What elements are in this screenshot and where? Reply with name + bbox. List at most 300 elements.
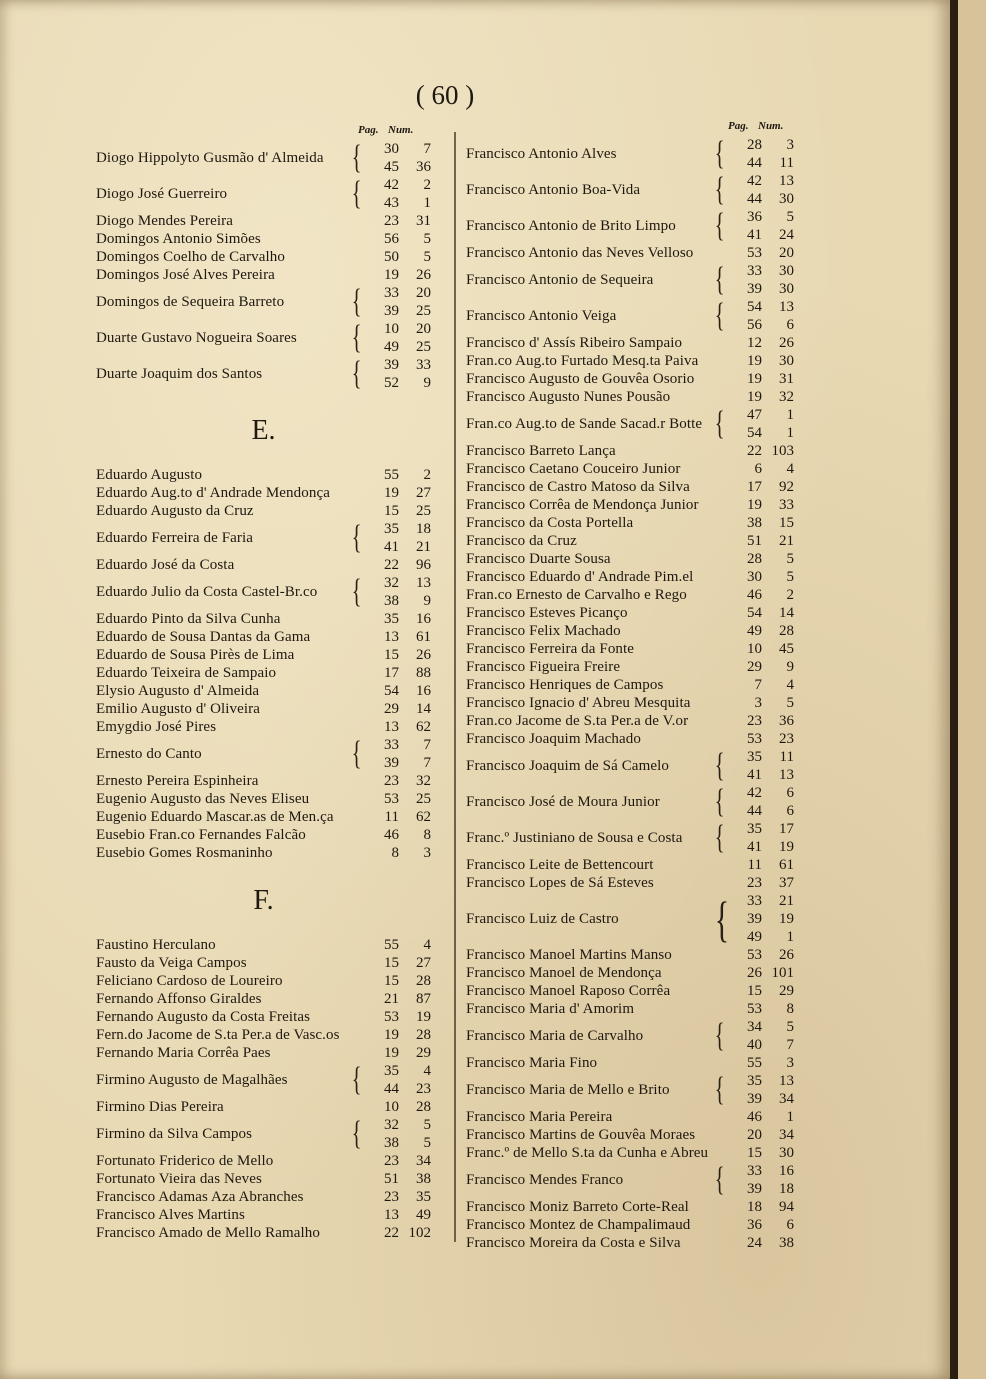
- number-ref: 5: [786, 209, 794, 225]
- entry-name: Eduardo Teixeira de Sampaio: [96, 665, 277, 681]
- index-entry: [466, 370, 794, 388]
- number-ref: 3: [423, 845, 431, 861]
- brace-glyph: {: [714, 1017, 725, 1054]
- index-entry: [466, 820, 794, 856]
- ref-line: [363, 374, 431, 392]
- number-ref: 24: [779, 227, 794, 243]
- ref-line: [726, 928, 794, 946]
- left-index-list: [96, 140, 431, 1242]
- number-ref: 62: [416, 719, 431, 735]
- entry-name: Francisco Antonio Veiga: [466, 308, 617, 324]
- index-entry: [466, 1198, 794, 1216]
- entry-refs: [363, 1206, 431, 1224]
- entry-name: Francisco Figueira Freire: [466, 659, 621, 675]
- number-ref: 36: [416, 159, 431, 175]
- brace-glyph: {: [351, 573, 362, 610]
- entry-name: Francisco Maria Pereira: [466, 1109, 613, 1125]
- entry-refs: [363, 990, 431, 1008]
- ref-line: [363, 266, 431, 284]
- page-ref: 19: [384, 485, 399, 501]
- index-entry: [96, 1188, 431, 1206]
- page-ref: 38: [384, 1135, 399, 1151]
- number-ref: 13: [416, 575, 431, 591]
- entry-refs: [363, 1062, 431, 1098]
- index-entry: [466, 586, 794, 604]
- entry-name: Eduardo de Sousa Dantas da Gama: [96, 629, 311, 645]
- page-ref: 34: [747, 1019, 762, 1035]
- number-ref: 88: [416, 665, 431, 681]
- number-ref: 7: [786, 1037, 794, 1053]
- ref-line: [726, 1072, 794, 1090]
- left-column: [96, 124, 431, 1242]
- page-ref: 39: [747, 281, 762, 297]
- ref-line: [726, 856, 794, 874]
- brace-glyph: {: [714, 747, 725, 784]
- number-ref: 61: [779, 857, 794, 873]
- number-ref: 96: [416, 557, 431, 573]
- page-ref: 46: [384, 827, 399, 843]
- ref-line: [726, 766, 794, 784]
- index-entry: [96, 808, 431, 826]
- ref-line: [726, 478, 794, 496]
- number-ref: 1: [786, 1109, 794, 1125]
- page-ref: 54: [747, 605, 762, 621]
- entry-name: Francisco Alves Martins: [96, 1207, 245, 1223]
- entry-refs: [726, 262, 794, 298]
- ref-line: [726, 316, 794, 334]
- ref-line: [363, 972, 431, 990]
- entry-name: Emygdio José Pires: [96, 719, 217, 735]
- index-entry: [96, 212, 431, 230]
- page-ref: 8: [391, 845, 399, 861]
- entry-name: Francisco Antonio das Neves Velloso: [466, 245, 694, 261]
- entry-name: Francisco Ignacio d' Abreu Mesquita: [466, 695, 691, 711]
- adjacent-page-edge: [958, 0, 986, 1379]
- entry-refs: [363, 266, 431, 284]
- number-ref: 26: [779, 947, 794, 963]
- entry-name: Domingos José Alves Pereira: [96, 267, 275, 283]
- entry-refs: [726, 586, 794, 604]
- page-ref: 15: [747, 1145, 762, 1161]
- brace-glyph: {: [351, 735, 362, 772]
- page-ref: 10: [384, 1099, 399, 1115]
- page-ref: 53: [384, 791, 399, 807]
- ref-line: [363, 718, 431, 736]
- index-entry: [466, 1108, 794, 1126]
- index-entry: [96, 466, 431, 484]
- page-ref: 26: [747, 965, 762, 981]
- ref-line: [363, 356, 431, 374]
- entry-name: Fernando Maria Corrêa Paes: [96, 1045, 271, 1061]
- entry-refs: [726, 892, 794, 946]
- ref-line: [726, 568, 794, 586]
- page-ref: 30: [747, 569, 762, 585]
- entry-refs: [726, 370, 794, 388]
- entry-name: Emilio Augusto d' Oliveira: [96, 701, 261, 717]
- ref-line: [363, 466, 431, 484]
- ref-line: [363, 1062, 431, 1080]
- ref-line: [363, 302, 431, 320]
- page-ref: 15: [384, 647, 399, 663]
- index-entry: [466, 1018, 794, 1054]
- page-ref: 43: [384, 195, 399, 211]
- index-entry: [466, 334, 794, 352]
- ref-line: [726, 1216, 794, 1234]
- ref-line: [363, 484, 431, 502]
- entry-refs: [726, 874, 794, 892]
- number-ref: 13: [779, 173, 794, 189]
- entry-name: Francisco Felix Machado: [466, 623, 621, 639]
- ref-line: [363, 1116, 431, 1134]
- page-ref: 56: [384, 231, 399, 247]
- entry-refs: [363, 628, 431, 646]
- index-entry: [466, 568, 794, 586]
- entry-refs: [726, 442, 794, 460]
- number-ref: 62: [416, 809, 431, 825]
- ref-line: [726, 190, 794, 208]
- entry-name: Franc.º Justiniano de Sousa e Costa: [466, 830, 683, 846]
- ref-line: [363, 808, 431, 826]
- entry-name: Francisco Manoel Martins Manso: [466, 947, 672, 963]
- number-ref: 5: [423, 1117, 431, 1133]
- entry-refs: [363, 1044, 431, 1062]
- ref-line: [363, 646, 431, 664]
- book-gutter: [950, 0, 958, 1379]
- number-ref: 29: [779, 983, 794, 999]
- ref-line: [363, 772, 431, 790]
- entry-refs: [726, 208, 794, 244]
- entry-refs: [363, 176, 431, 212]
- ref-line: [726, 388, 794, 406]
- page-ref: 19: [747, 389, 762, 405]
- index-entry: [466, 676, 794, 694]
- page-ref: 19: [384, 267, 399, 283]
- ref-line: [726, 154, 794, 172]
- page-ref: 39: [384, 357, 399, 373]
- brace-glyph: {: [351, 519, 362, 556]
- index-entry: [96, 628, 431, 646]
- index-entry: [96, 140, 431, 176]
- number-ref: 19: [779, 839, 794, 855]
- brace-glyph: {: [714, 261, 725, 298]
- page-ref: 36: [747, 1217, 762, 1233]
- index-entry: [96, 990, 431, 1008]
- entry-refs: [726, 1018, 794, 1054]
- number-ref: 23: [416, 1081, 431, 1097]
- ref-line: [363, 736, 431, 754]
- number-ref: 27: [416, 955, 431, 971]
- index-entry: [466, 712, 794, 730]
- ref-line: [363, 176, 431, 194]
- entry-name: Fernando Affonso Giraldes: [96, 991, 262, 1007]
- entry-name: Francisco Maria Fino: [466, 1055, 598, 1071]
- page-ref: 46: [747, 1109, 762, 1125]
- index-entry: [96, 556, 431, 574]
- ref-line: [726, 1054, 794, 1072]
- page-ref: 23: [384, 773, 399, 789]
- ref-line: [363, 610, 431, 628]
- entry-name: Francisco Maria d' Amorim: [466, 1001, 635, 1017]
- entry-refs: [363, 520, 431, 556]
- ref-line: [363, 1044, 431, 1062]
- number-ref: 31: [416, 213, 431, 229]
- ref-line: [363, 230, 431, 248]
- page-ref: 29: [384, 701, 399, 717]
- page-ref: 51: [747, 533, 762, 549]
- brace-glyph: {: [714, 297, 725, 334]
- entry-name: Eduardo Aug.to d' Andrade Mendonça: [96, 485, 330, 501]
- entry-refs: [726, 1054, 794, 1072]
- page-ref: 13: [384, 1207, 399, 1223]
- number-ref: 61: [416, 629, 431, 645]
- page-ref: 22: [384, 1225, 399, 1241]
- ref-line: [363, 628, 431, 646]
- number-ref: 9: [423, 593, 431, 609]
- index-entry: [96, 1206, 431, 1224]
- num-header: Num.: [388, 124, 414, 136]
- index-entry: [466, 1126, 794, 1144]
- entry-refs: [363, 700, 431, 718]
- number-ref: 5: [786, 695, 794, 711]
- number-ref: 33: [416, 357, 431, 373]
- index-entry: [466, 1162, 794, 1198]
- entry-refs: [726, 1072, 794, 1108]
- entry-refs: [363, 212, 431, 230]
- entry-name: Firmino Augusto de Magalhães: [96, 1072, 288, 1088]
- page-ref: 51: [384, 1171, 399, 1187]
- entry-refs: [363, 844, 431, 862]
- number-ref: 5: [786, 551, 794, 567]
- brace-glyph: {: [351, 1115, 362, 1152]
- number-ref: 7: [423, 141, 431, 157]
- index-entry: [466, 298, 794, 334]
- entry-refs: [363, 356, 431, 392]
- ref-line: [726, 496, 794, 514]
- entry-name: Duarte Joaquim dos Santos: [96, 366, 263, 382]
- page-ref: 35: [747, 1073, 762, 1089]
- entry-name: Francisco Corrêa de Mendonça Junior: [466, 497, 699, 513]
- number-ref: 1: [786, 407, 794, 423]
- number-ref: 4: [423, 1063, 431, 1079]
- entry-name: Francisco Lopes de Sá Esteves: [466, 875, 654, 891]
- index-entry: [96, 266, 431, 284]
- index-entry: [466, 460, 794, 478]
- page-ref: 53: [384, 1009, 399, 1025]
- number-ref: 17: [779, 821, 794, 837]
- ref-line: [363, 954, 431, 972]
- index-entry: [466, 532, 794, 550]
- ref-line: [726, 946, 794, 964]
- number-ref: 31: [779, 371, 794, 387]
- entry-refs: [363, 140, 431, 176]
- ref-line: [363, 682, 431, 700]
- page-ref: 55: [384, 467, 399, 483]
- ref-line: [363, 520, 431, 538]
- entry-refs: [726, 784, 794, 820]
- index-entry: [96, 1008, 431, 1026]
- index-entry: [466, 136, 794, 172]
- page-ref: 21: [384, 991, 399, 1007]
- page-ref: 24: [747, 1235, 762, 1251]
- number-ref: 13: [779, 767, 794, 783]
- ref-line: [726, 694, 794, 712]
- ref-line: [726, 208, 794, 226]
- number-ref: 8: [786, 1001, 794, 1017]
- entry-name: Francisco Antonio de Sequeira: [466, 272, 654, 288]
- page-ref: 33: [747, 263, 762, 279]
- entry-refs: [726, 244, 794, 262]
- number-ref: 34: [416, 1153, 431, 1169]
- page-ref: 53: [747, 245, 762, 261]
- page-ref: 19: [747, 353, 762, 369]
- ref-line: [726, 550, 794, 568]
- ref-line: [726, 640, 794, 658]
- ref-line: [726, 982, 794, 1000]
- entry-name: Firmino Dias Pereira: [96, 1099, 224, 1115]
- page-ref: 15: [384, 503, 399, 519]
- number-ref: 18: [416, 521, 431, 537]
- brace-glyph: {: [714, 207, 725, 244]
- number-ref: 5: [423, 249, 431, 265]
- entry-refs: [726, 478, 794, 496]
- index-entry: [96, 1098, 431, 1116]
- page-ref: 11: [384, 809, 399, 825]
- page-ref: 33: [747, 893, 762, 909]
- entry-name: Francisco Henriques de Campos: [466, 677, 664, 693]
- index-entry: [96, 502, 431, 520]
- entry-refs: [726, 388, 794, 406]
- index-entry: [466, 496, 794, 514]
- page-ref: 7: [754, 677, 762, 693]
- entry-name: Francisco Martins de Gouvêa Moraes: [466, 1127, 696, 1143]
- page-ref: 33: [747, 1163, 762, 1179]
- entry-refs: [726, 658, 794, 676]
- page-ref: 10: [747, 641, 762, 657]
- entry-refs: [726, 514, 794, 532]
- number-ref: 102: [408, 1225, 431, 1241]
- entry-name: Diogo José Guerreiro: [96, 186, 228, 202]
- ref-line: [726, 226, 794, 244]
- ref-line: [363, 140, 431, 158]
- entry-name: Francisco de Castro Matoso da Silva: [466, 479, 690, 495]
- ref-line: [363, 700, 431, 718]
- ref-line: [363, 790, 431, 808]
- entry-refs: [726, 604, 794, 622]
- ref-line: [726, 604, 794, 622]
- ref-line: [363, 194, 431, 212]
- index-entry: [466, 1216, 794, 1234]
- number-ref: 1: [786, 929, 794, 945]
- number-ref: 94: [779, 1199, 794, 1215]
- entry-refs: [363, 808, 431, 826]
- index-entry: [96, 284, 431, 320]
- page-ref: 23: [384, 1189, 399, 1205]
- brace-glyph: {: [714, 405, 725, 442]
- page-ref: 35: [747, 821, 762, 837]
- index-entry: [466, 1054, 794, 1072]
- number-ref: 25: [416, 339, 431, 355]
- page-ref: 17: [384, 665, 399, 681]
- entry-name: Francisco Augusto Nunes Pousão: [466, 389, 671, 405]
- number-ref: 20: [779, 245, 794, 261]
- page-ref: 56: [747, 317, 762, 333]
- page-ref: 30: [384, 141, 399, 157]
- page-ref: 49: [384, 339, 399, 355]
- index-entry: [466, 892, 794, 946]
- brace-glyph: {: [714, 783, 725, 820]
- index-entry: [466, 874, 794, 892]
- brace-glyph: {: [351, 355, 362, 392]
- ref-line: [363, 936, 431, 954]
- ref-line: [726, 1108, 794, 1126]
- number-ref: 5: [423, 1135, 431, 1151]
- index-entry: [466, 406, 794, 442]
- ref-line: [363, 248, 431, 266]
- pag-header: Pag.: [728, 120, 749, 132]
- index-entry: [96, 736, 431, 772]
- index-entry: [466, 172, 794, 208]
- ref-line: [363, 1098, 431, 1116]
- page-ref: 41: [747, 227, 762, 243]
- ref-line: [726, 370, 794, 388]
- page-ref: 53: [747, 731, 762, 747]
- page-ref: 39: [747, 1181, 762, 1197]
- page-ref: 55: [747, 1055, 762, 1071]
- entry-name: Francisco Mendes Franco: [466, 1172, 624, 1188]
- number-ref: 14: [779, 605, 794, 621]
- entry-refs: [363, 1026, 431, 1044]
- number-ref: 19: [416, 1009, 431, 1025]
- ref-line: [726, 1090, 794, 1108]
- page-ref: 11: [747, 857, 762, 873]
- entry-refs: [363, 484, 431, 502]
- entry-name: Fran.co Aug.to Furtado Mesq.ta Paiva: [466, 353, 699, 369]
- entry-name: Francisco Caetano Couceiro Junior: [466, 461, 681, 477]
- number-ref: 6: [786, 317, 794, 333]
- page-ref: 36: [747, 209, 762, 225]
- entry-name: Francisco Manoel Raposo Corrêa: [466, 983, 671, 999]
- ref-line: [726, 532, 794, 550]
- ref-line: [726, 406, 794, 424]
- entry-refs: [726, 1000, 794, 1018]
- entry-refs: [363, 1152, 431, 1170]
- entry-name: Francisco Joaquim de Sá Camelo: [466, 758, 669, 774]
- entry-refs: [363, 682, 431, 700]
- index-entry: [96, 936, 431, 954]
- index-entry: [466, 982, 794, 1000]
- page-number: ( 60 ): [415, 80, 475, 110]
- entry-name: Francisco d' Assís Ribeiro Sampaio: [466, 335, 683, 351]
- number-ref: 30: [779, 1145, 794, 1161]
- right-column: [466, 120, 794, 1252]
- index-entry: [466, 1000, 794, 1018]
- brace-glyph: {: [351, 319, 362, 356]
- page-ref: 20: [747, 1127, 762, 1143]
- page-ref: 32: [384, 575, 399, 591]
- number-ref: 30: [779, 353, 794, 369]
- ref-line: [363, 212, 431, 230]
- index-entry: [466, 658, 794, 676]
- page-ref: 3: [754, 695, 762, 711]
- brace-glyph: {: [714, 1161, 725, 1198]
- entry-name: Francisco Joaquim Machado: [466, 731, 641, 747]
- entry-refs: [726, 136, 794, 172]
- entry-refs: [363, 954, 431, 972]
- number-ref: 25: [416, 303, 431, 319]
- index-entry: [466, 262, 794, 298]
- brace-glyph: {: [714, 819, 725, 856]
- index-entry: [466, 208, 794, 244]
